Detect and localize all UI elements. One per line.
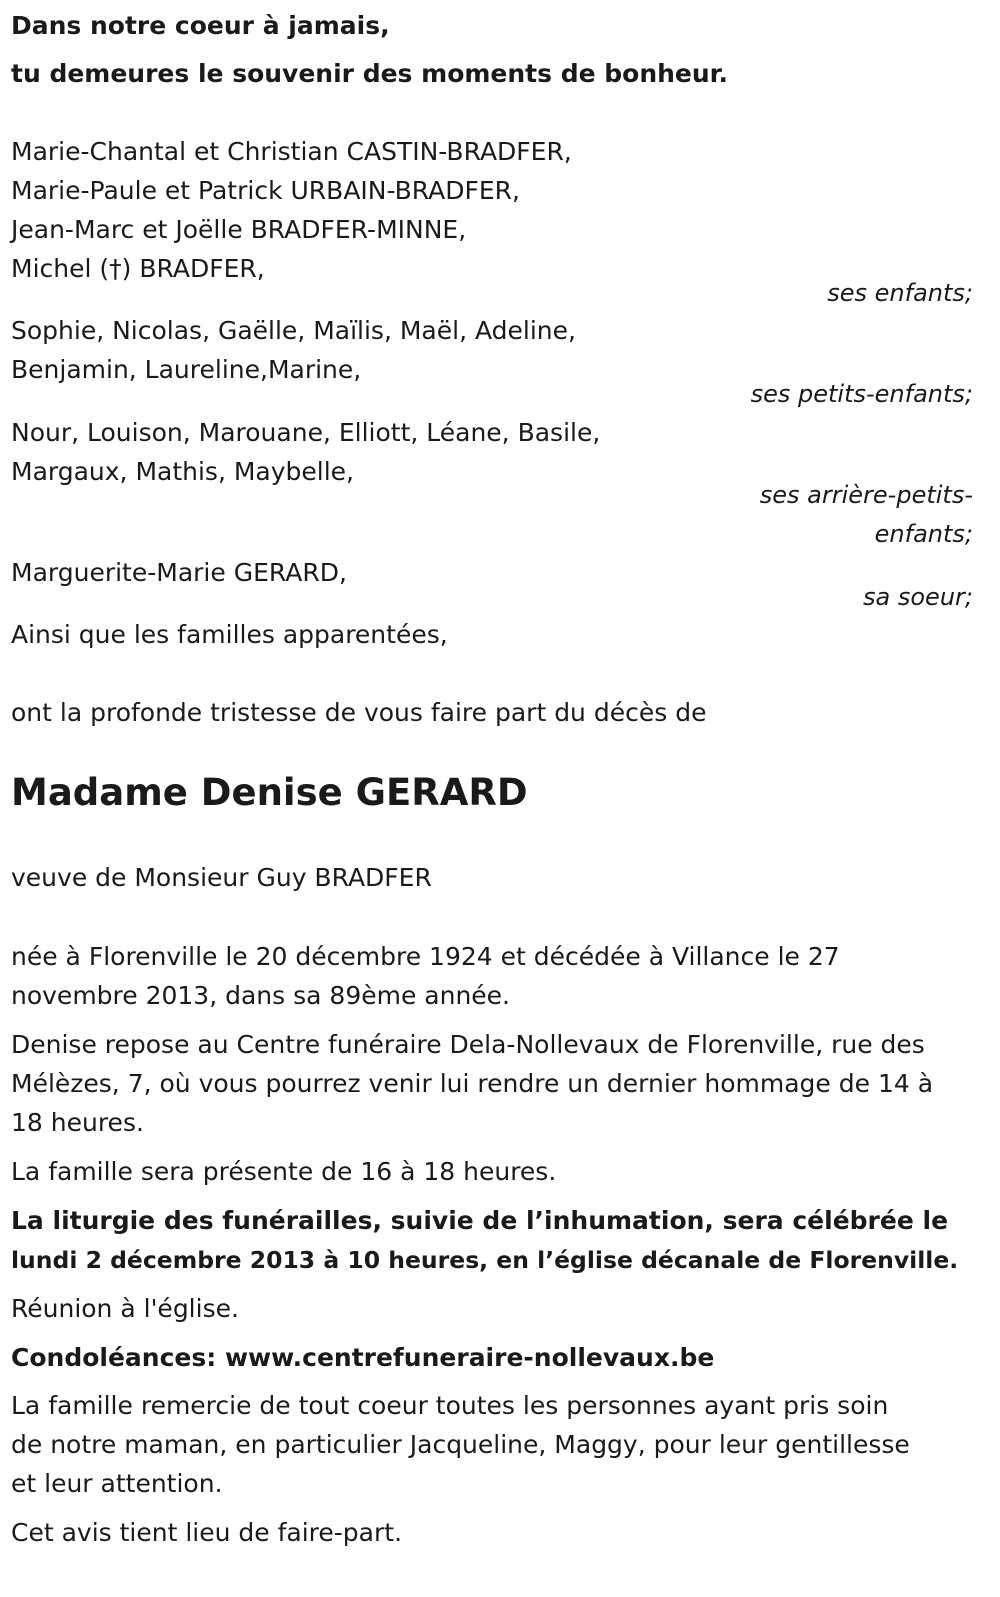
- great-grandchildren-line: Nour, Louison, Marouane, Elliott, Léane, Basile,: [11, 418, 601, 447]
- condolences-line: Condoléances: www.centrefuneraire-nollevaux.be: [11, 1343, 715, 1372]
- children-line: Michel (†) BRADFER,: [11, 254, 265, 283]
- header-line-1: Dans notre coeur à jamais,: [11, 11, 390, 40]
- children-line: Marie-Chantal et Christian CASTIN-BRADFER,: [11, 137, 572, 166]
- thanks-line-1: La famille remercie de tout coeur toutes les personnes ayant pris soin: [11, 1391, 889, 1420]
- liturgy-line-1: La liturgie des funérailles, suivie de l’inhumation, sera célébrée le: [11, 1206, 949, 1235]
- children-line: Jean-Marc et Joëlle BRADFER-MINNE,: [11, 215, 467, 244]
- sister-relation: sa soeur;: [863, 583, 973, 611]
- grandchildren-line: Benjamin, Laureline,Marine,: [11, 355, 362, 384]
- meeting-line: Réunion à l'église.: [11, 1294, 239, 1323]
- great-grandchildren-relation-2: enfants;: [874, 520, 973, 548]
- repose-line-3: 18 heures.: [11, 1108, 144, 1137]
- repose-line-2: Mélèzes, 7, où vous pourrez venir lui rendre un dernier hommage de 14 à: [11, 1069, 934, 1098]
- birth-death-line-2: novembre 2013, dans sa 89ème année.: [11, 981, 510, 1010]
- closing-line: Cet avis tient lieu de faire-part.: [11, 1518, 403, 1547]
- thanks-line-2: de notre maman, en particulier Jacqueline, Maggy, pour leur gentillesse: [11, 1430, 910, 1459]
- great-grandchildren-line: Margaux, Mathis, Maybelle,: [11, 457, 355, 486]
- great-grandchildren-relation-1: ses arrière-petits-: [759, 481, 973, 509]
- liturgy-line-2: lundi 2 décembre 2013 à 10 heures, en l’église décanale de Florenville.: [11, 1246, 959, 1274]
- header-line-2: tu demeures le souvenir des moments de bonheur.: [11, 59, 728, 88]
- repose-line-1: Denise repose au Centre funéraire Dela-Nollevaux de Florenville, rue des: [11, 1030, 925, 1059]
- family-present-line: La famille sera présente de 16 à 18 heures.: [11, 1157, 557, 1186]
- grandchildren-relation: ses petits-enfants;: [750, 380, 973, 408]
- sister-name: Marguerite-Marie GERARD,: [11, 558, 347, 587]
- children-line: Marie-Paule et Patrick URBAIN-BRADFER,: [11, 176, 520, 205]
- announcement-line: ont la profonde tristesse de vous faire part du décès de: [11, 698, 707, 727]
- thanks-line-3: et leur attention.: [11, 1469, 223, 1498]
- families-line: Ainsi que les familles apparentées,: [11, 620, 448, 649]
- deceased-name: Madame Denise GERARD: [11, 771, 528, 814]
- widow-line: veuve de Monsieur Guy BRADFER: [11, 863, 432, 892]
- children-relation: ses enfants;: [827, 279, 973, 307]
- birth-death-line-1: née à Florenville le 20 décembre 1924 et décédée à Villance le 27: [11, 942, 840, 971]
- grandchildren-line: Sophie, Nicolas, Gaëlle, Maïlis, Maël, Adeline,: [11, 316, 576, 345]
